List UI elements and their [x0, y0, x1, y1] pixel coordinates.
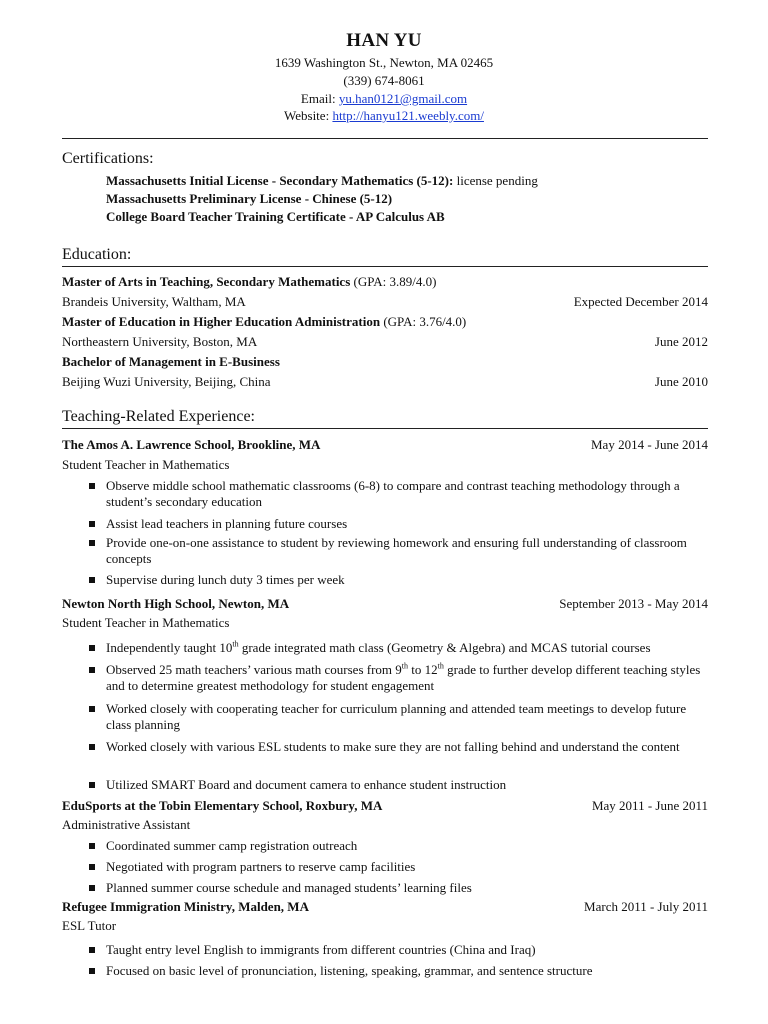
education-school-row [62, 294, 708, 310]
education-heading: Education: [62, 246, 132, 263]
job-date: March 2011 - July 2011 [584, 899, 708, 914]
cert-name: College Board Teacher Training Certificate - AP Calculus AB [106, 209, 445, 224]
bullet-item: Utilized SMART Board and document camera to enhance student instruction [84, 777, 708, 793]
education-date: June 2012 [654, 334, 708, 349]
bullet-item: Worked closely with cooperating teacher for curriculum planning and attended team meetings to develop future class planning [84, 701, 708, 733]
education-date: Expected December 2014 [573, 294, 708, 309]
school: Northeastern University, Boston, MA [62, 334, 258, 349]
job-org: Refugee Immigration Ministry, Malden, MA [62, 899, 309, 914]
bullet-item: Observe middle school mathematic classrooms (6-8) to compare and contrast teaching methodology through a student’s secondary education [84, 478, 708, 510]
job-role-row [62, 457, 708, 473]
cert-item [106, 173, 538, 189]
job-date: May 2014 - June 2014 [591, 437, 708, 452]
bullet-item: Assist lead teachers in planning future courses [84, 516, 708, 532]
certifications-heading: Certifications: [62, 150, 154, 167]
email-line [0, 91, 768, 107]
email-label: Email: [300, 91, 339, 106]
website-label: Website: [284, 108, 333, 123]
bullet-item: Supervise during lunch duty 3 times per week [84, 572, 708, 588]
job-org: Newton North High School, Newton, MA [62, 596, 290, 611]
degree: Master of Education in Higher Education Administration [62, 314, 381, 329]
experience-divider [62, 428, 708, 429]
job-header [62, 596, 708, 612]
education-degree-row [62, 354, 708, 370]
job-role: Administrative Assistant [62, 817, 191, 832]
job-role-row [62, 817, 708, 833]
address: 1639 Washington St., Newton, MA 02465 [274, 55, 494, 70]
education-date: June 2010 [654, 374, 708, 389]
resume-name: HAN YU [346, 30, 422, 51]
experience-heading: Teaching-Related Experience: [62, 408, 255, 425]
gpa: (GPA: 3.76/4.0) [380, 314, 467, 329]
bullet-item: Worked closely with various ESL students to make sure they are not falling behind and understand the content [84, 739, 708, 755]
job-org: EduSports at the Tobin Elementary School, Roxbury, MA [62, 798, 383, 813]
cert-name: Massachusetts Initial License - Secondary Mathematics (5-12): [106, 173, 454, 188]
email-link[interactable]: yu.han0121@gmail.com [338, 91, 468, 106]
website-line [0, 108, 768, 124]
job-role: Student Teacher in Mathematics [62, 615, 230, 630]
bullet-item: Taught entry level English to immigrants from different countries (China and Iraq) [84, 942, 708, 958]
degree: Master of Arts in Teaching, Secondary Mathematics [62, 274, 351, 289]
job-org: The Amos A. Lawrence School, Brookline, MA [62, 437, 321, 452]
education-school-row [62, 334, 708, 350]
gpa: (GPA: 3.89/4.0) [350, 274, 437, 289]
bullet-item: Planned summer course schedule and managed students’ learning files [84, 880, 708, 896]
bullet-item: Negotiated with program partners to reserve camp facilities [84, 859, 708, 875]
cert-item [106, 191, 392, 207]
job-role-row [62, 615, 708, 631]
education-degree-row [62, 274, 708, 290]
job-role: Student Teacher in Mathematics [62, 457, 230, 472]
phone: (339) 674-8061 [343, 73, 425, 88]
school: Beijing Wuzi University, Beijing, China [62, 374, 271, 389]
job-date: May 2011 - June 2011 [591, 798, 708, 813]
education-degree-row [62, 314, 708, 330]
cert-item [106, 209, 445, 225]
education-school-row [62, 374, 708, 390]
job-header [62, 437, 708, 453]
bullet-item: Provide one-on-one assistance to student by reviewing homework and ensuring full understanding of classroom concepts [84, 535, 708, 567]
cert-note: license pending [453, 173, 538, 188]
job-role: ESL Tutor [62, 918, 117, 933]
bullet-item: Focused on basic level of pronunciation, listening, speaking, grammar, and sentence structure [84, 963, 708, 979]
job-header [62, 899, 708, 915]
school: Brandeis University, Waltham, MA [62, 294, 246, 309]
website-link[interactable]: http://hanyu121.weebly.com/ [332, 108, 484, 123]
job-header [62, 798, 708, 814]
job-date: September 2013 - May 2014 [559, 596, 708, 611]
bullet-item: Observed 25 math teachers’ various math courses from 9th to 12th grade to further develop different teaching styles and to determine greatest methodology for student engagement [84, 662, 708, 694]
bullet-item: Independently taught 10th grade integrated math class (Geometry & Algebra) and MCAS tutorial courses [84, 640, 708, 656]
bullet-item: Coordinated summer camp registration outreach [84, 838, 708, 854]
education-divider [62, 266, 708, 267]
job-role-row [62, 918, 708, 934]
degree: Bachelor of Management in E-Business [62, 354, 280, 369]
header-divider [62, 138, 708, 139]
cert-name: Massachusetts Preliminary License - Chinese (5-12) [106, 191, 393, 206]
